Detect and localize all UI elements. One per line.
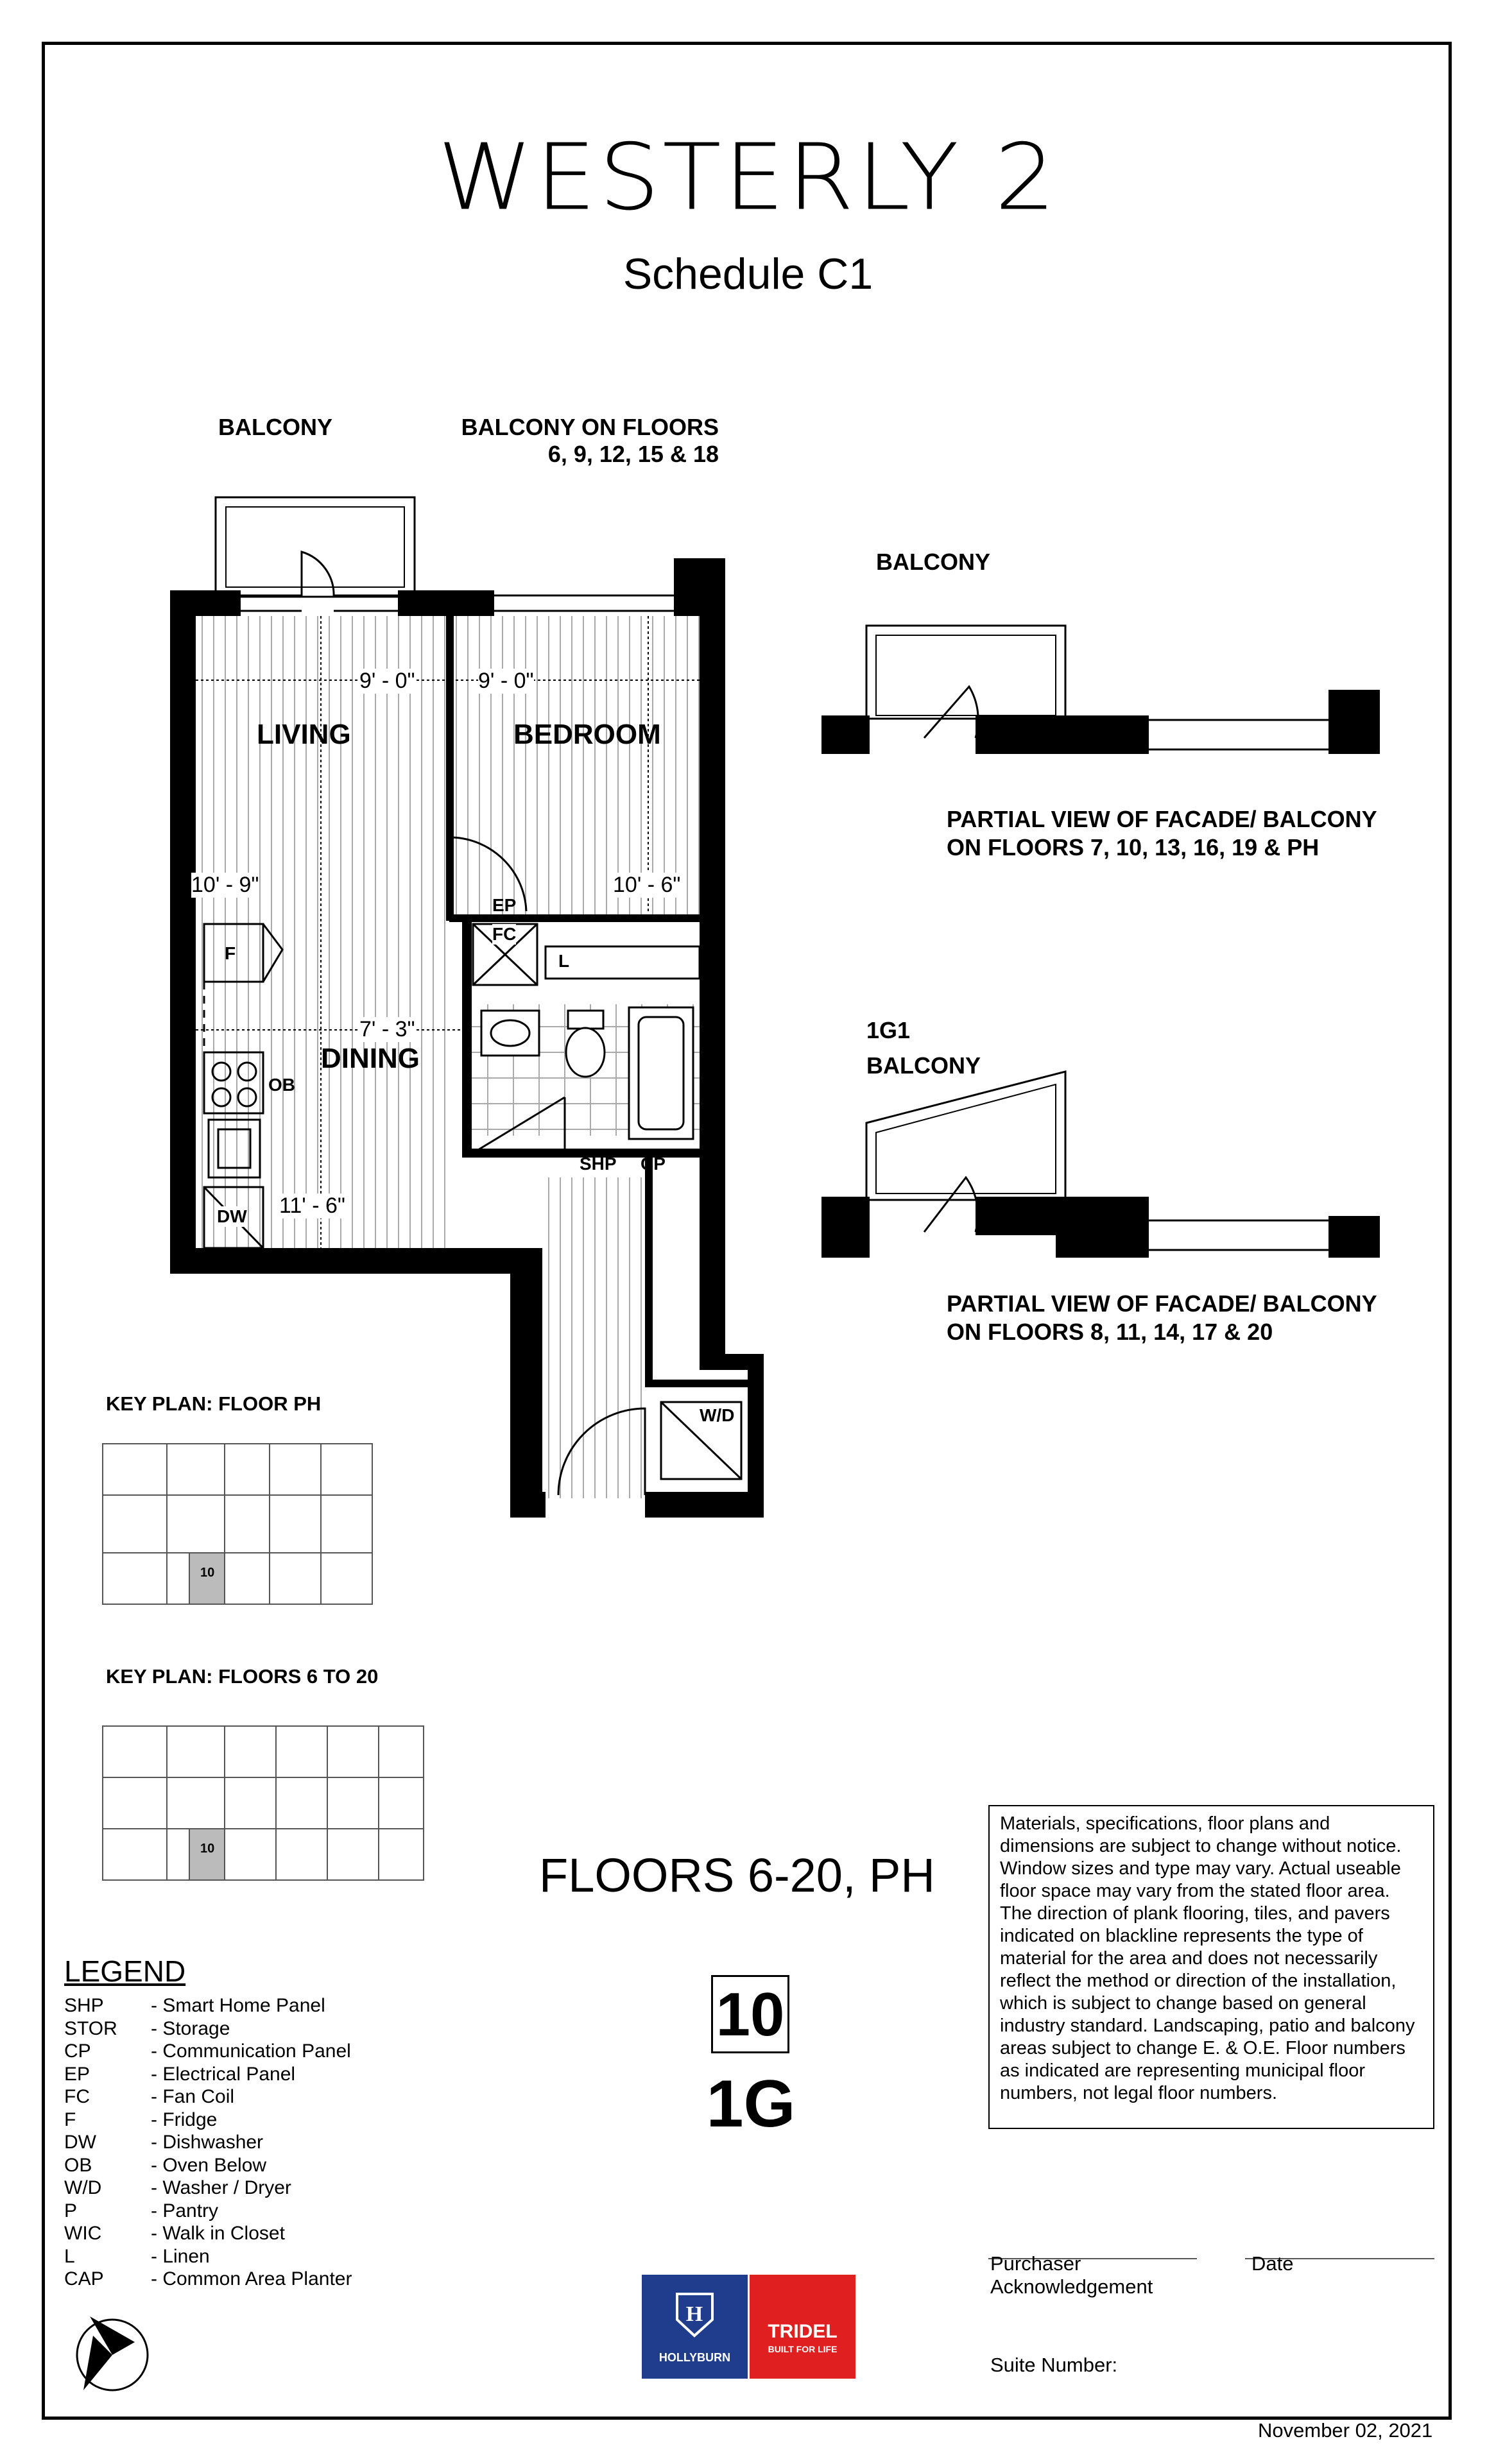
tag-l: L bbox=[558, 951, 570, 971]
tag-dw: DW bbox=[217, 1206, 247, 1226]
hollyburn-text: HOLLYBURN bbox=[658, 2351, 731, 2364]
tag-wd: W/D bbox=[700, 1405, 735, 1425]
legend-item: OB - Oven Below bbox=[64, 2154, 267, 2176]
partial-a-caption-line1: PARTIAL VIEW OF FACADE/ BALCONY bbox=[947, 806, 1377, 832]
tridel-tag: BUILT FOR LIFE bbox=[768, 2344, 838, 2354]
tridel-logo bbox=[750, 2275, 855, 2379]
tag-shp: SHP bbox=[580, 1154, 617, 1174]
partial-b-caption bbox=[947, 1290, 1377, 1346]
main-balcony bbox=[216, 497, 415, 597]
balcony-floors-label bbox=[459, 414, 719, 468]
north-arrow-icon bbox=[77, 2316, 148, 2390]
tag-ep: EP bbox=[492, 895, 517, 915]
legend-item: DW - Dishwasher bbox=[64, 2132, 264, 2153]
key-plan-floors-unit: 10 bbox=[200, 1842, 215, 1856]
partial-b-caption-line2: ON FLOORS 8, 11, 14, 17 & 20 bbox=[947, 1319, 1273, 1345]
dim-bedroom-w: 9' - 0" bbox=[478, 669, 534, 693]
key-plan-ph-title: KEY PLAN: FLOOR PH bbox=[106, 1392, 322, 1415]
partial-b-caption-line1: PARTIAL VIEW OF FACADE/ BALCONY bbox=[947, 1290, 1377, 1317]
key-plan-ph-unit: 10 bbox=[200, 1566, 215, 1580]
hollyburn-logo bbox=[642, 2275, 748, 2379]
balcony-label: BALCONY bbox=[218, 414, 332, 440]
legend-item: EP - Electrical Panel bbox=[64, 2063, 296, 2085]
dim-living-h: 10' - 9" bbox=[191, 873, 259, 897]
label-1g1: 1G1 bbox=[866, 1017, 911, 1043]
legend-item: SHP - Smart Home Panel bbox=[64, 1995, 325, 2016]
balcony-floors-line1: BALCONY ON FLOORS bbox=[461, 414, 719, 440]
svg-text:H: H bbox=[685, 2302, 703, 2326]
legend-item: CP - Communication Panel bbox=[64, 2041, 351, 2062]
legend-item: CAP - Common Area Planter bbox=[64, 2268, 352, 2289]
purchaser-line2: Acknowledgement bbox=[990, 2275, 1153, 2298]
footer-date: November 02, 2021 bbox=[1258, 2419, 1433, 2442]
disclaimer-box: Materials, specifications, floor plans and dimensions are subject to change without notice. Window sizes and type may vary. Actual useable floor space may vary from the stated floor area. The direction of plank flooring, tiles, and pavers indicated on blackline represents the type of material for the area and does not necessarily reflect the method or direction of the installation, which is subject to change based on general industry standard. Landscaping, patio and balcony areas subject to change E. & O.E. Floor numbers as indicated are representing municipal floor numbers, not legal floor numbers. bbox=[988, 1805, 1434, 2129]
schedule-title: Schedule C1 bbox=[623, 250, 873, 298]
legend-list bbox=[64, 1994, 352, 2291]
tag-ob: OB bbox=[268, 1075, 295, 1095]
dim-dining-h: 11' - 6" bbox=[279, 1194, 345, 1218]
suite-number-box: 10 bbox=[711, 1975, 789, 2053]
legend-item: FC - Fan Coil bbox=[64, 2086, 235, 2107]
purchaser-ack bbox=[990, 2252, 1153, 2298]
balcony-b-label: BALCONY bbox=[866, 1052, 981, 1079]
key-plan-floors bbox=[103, 1726, 424, 1880]
room-bedroom: BEDROOM bbox=[513, 719, 661, 750]
suite-number-label: Suite Number: bbox=[990, 2354, 1118, 2376]
key-plan-floors-title: KEY PLAN: FLOORS 6 TO 20 bbox=[106, 1665, 379, 1688]
tag-f: F bbox=[225, 943, 236, 963]
floors-label: FLOORS 6-20, PH bbox=[539, 1849, 935, 1902]
balcony-a-label: BALCONY bbox=[876, 549, 990, 575]
key-plan-ph bbox=[103, 1444, 372, 1604]
legend-item: P - Pantry bbox=[64, 2200, 219, 2221]
legend-item: F - Fridge bbox=[64, 2109, 218, 2130]
partial-a-caption-line2: ON FLOORS 7, 10, 13, 16, 19 & PH bbox=[947, 834, 1320, 860]
bedroom-floor bbox=[449, 616, 700, 914]
dim-bedroom-h: 10' - 6" bbox=[613, 873, 681, 897]
legend-item: WIC - Walk in Closet bbox=[64, 2223, 285, 2244]
legend-item: STOR - Storage bbox=[64, 2017, 230, 2039]
suite-type: 1G bbox=[706, 2067, 796, 2141]
tag-cp: CP bbox=[641, 1154, 666, 1174]
balcony-floors-line2: 6, 9, 12, 15 & 18 bbox=[547, 441, 719, 467]
partial-view-b bbox=[821, 1072, 1380, 1258]
dim-living-w: 9' - 0" bbox=[359, 669, 415, 693]
westerly-logo: WESTERLY 2 bbox=[437, 124, 1059, 231]
purchaser-line1: Purchaser bbox=[990, 2252, 1081, 2275]
tridel-text: TRIDEL bbox=[768, 2321, 838, 2342]
room-living: LIVING bbox=[257, 719, 351, 750]
partial-a-caption bbox=[947, 805, 1377, 862]
tag-fc: FC bbox=[492, 924, 517, 944]
entry-floor bbox=[542, 1177, 651, 1498]
partial-view-a bbox=[821, 626, 1380, 754]
room-dining: DINING bbox=[321, 1043, 420, 1074]
balcony-door bbox=[302, 552, 334, 597]
date-label: Date bbox=[1251, 2252, 1294, 2275]
dim-dining-w: 7' - 3" bbox=[359, 1017, 415, 1041]
legend-title: LEGEND bbox=[64, 1955, 186, 1988]
legend-item: W/D - Washer / Dryer bbox=[64, 2177, 291, 2198]
legend-item: L - Linen bbox=[64, 2245, 210, 2267]
hollyburn-shield-icon bbox=[642, 2275, 748, 2352]
